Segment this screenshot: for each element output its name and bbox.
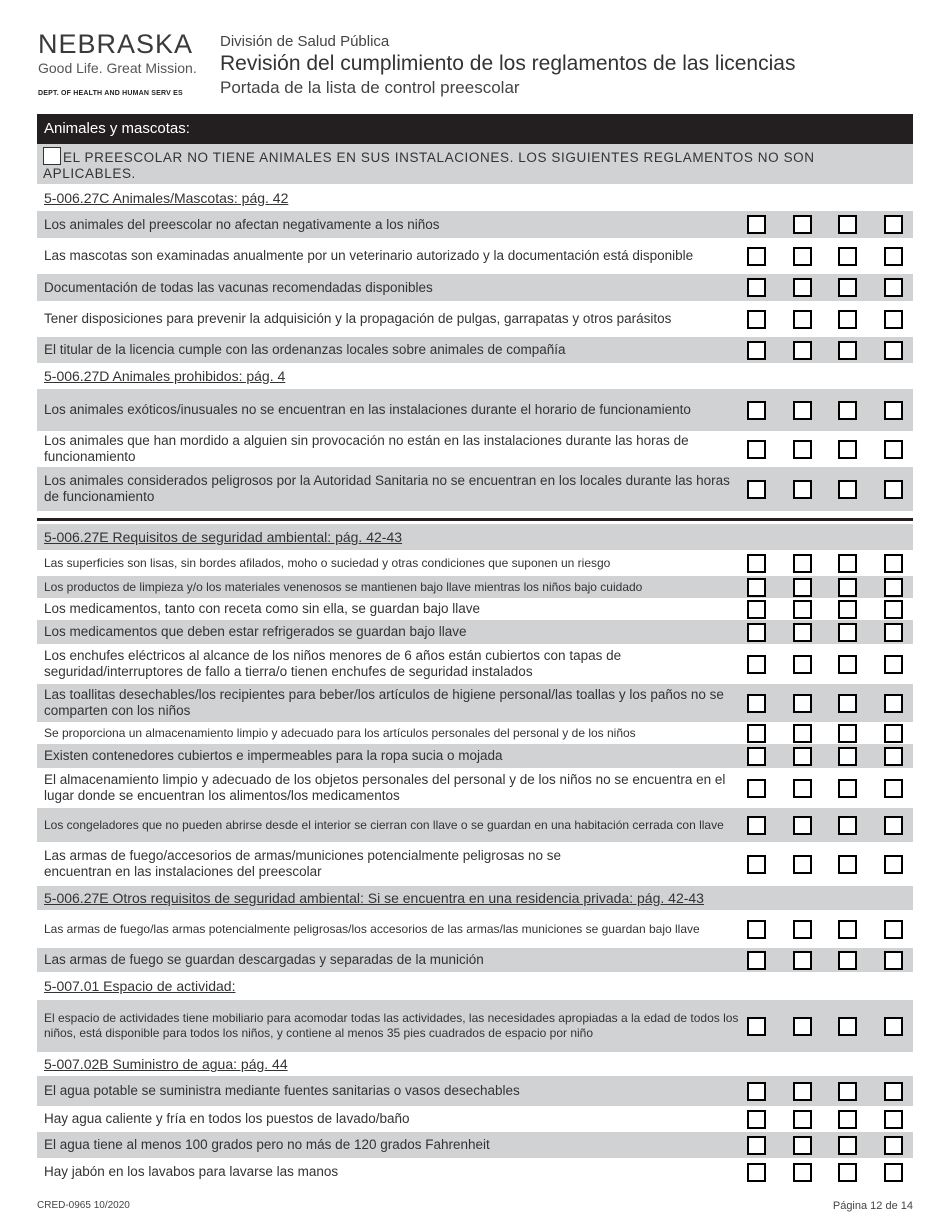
checklist-row — [37, 1000, 913, 1052]
checkbox[interactable] — [884, 779, 903, 798]
checkbox[interactable] — [793, 623, 812, 642]
checkbox[interactable] — [838, 747, 857, 766]
requirement-text: Hay agua caliente y fría en todos los puestos de lavado/baño — [37, 1106, 741, 1132]
section-title-row — [37, 363, 913, 389]
checkbox[interactable] — [884, 623, 903, 642]
checklist-row — [37, 948, 913, 972]
logo-department: DEPT. OF HEALTH AND HUMAN SERV ES — [38, 90, 183, 97]
safety-checklist-table — [37, 524, 913, 1186]
checkbox[interactable] — [747, 1136, 766, 1155]
checklist-row — [37, 389, 913, 431]
section-title-row — [37, 1052, 913, 1076]
checklist-row — [37, 644, 913, 684]
checkbox[interactable] — [747, 724, 766, 743]
checkbox[interactable] — [747, 951, 766, 970]
checkbox[interactable] — [838, 779, 857, 798]
checkbox[interactable] — [793, 480, 812, 499]
checkbox[interactable] — [838, 1163, 857, 1182]
checklist-row — [37, 1106, 913, 1132]
checkbox[interactable] — [747, 623, 766, 642]
checkbox[interactable] — [838, 578, 857, 597]
checkbox[interactable] — [747, 694, 766, 713]
checkbox[interactable] — [793, 554, 812, 573]
checkbox[interactable] — [747, 554, 766, 573]
checkbox[interactable] — [884, 401, 903, 420]
checkbox[interactable] — [884, 247, 903, 266]
requirement-text: Las superficies son lisas, sin bordes afilados, moho o suciedad y otras condiciones que suponen un riesgo — [37, 550, 741, 576]
animals-checklist-table — [37, 114, 913, 511]
checklist-row — [37, 744, 913, 768]
checkbox[interactable] — [793, 247, 812, 266]
checkbox[interactable] — [793, 578, 812, 597]
checklist-row — [37, 337, 913, 363]
checkbox[interactable] — [747, 578, 766, 597]
checkbox[interactable] — [747, 247, 766, 266]
checkbox[interactable] — [747, 401, 766, 420]
requirement-text: El titular de la licencia cumple con las ordenanzas locales sobre animales de compañía — [37, 337, 741, 363]
checkbox[interactable] — [838, 341, 857, 360]
checkbox[interactable] — [793, 655, 812, 674]
checkbox[interactable] — [884, 747, 903, 766]
checkbox[interactable] — [747, 480, 766, 499]
checkbox[interactable] — [793, 747, 812, 766]
requirement-text: Los medicamentos que deben estar refrigerados se guardan bajo llave — [37, 620, 741, 644]
logo-wordmark: NEBRASKA — [38, 29, 194, 59]
section-title-row — [37, 972, 913, 1000]
form-identifier: CRED-0965 10/2020 — [37, 1200, 130, 1211]
checklist-row — [37, 211, 913, 238]
checkbox[interactable] — [884, 554, 903, 573]
division-name: División de Salud Pública — [220, 33, 390, 50]
checklist-row — [37, 1076, 913, 1106]
checklist-row — [37, 808, 913, 842]
checkbox[interactable] — [838, 310, 857, 329]
checklist-row — [37, 238, 913, 274]
checkbox[interactable] — [884, 951, 903, 970]
checkbox[interactable] — [793, 951, 812, 970]
page-title: Revisión del cumplimiento de los reglamentos de las licencias — [220, 52, 796, 75]
checkbox[interactable] — [747, 855, 766, 874]
checkbox[interactable] — [838, 480, 857, 499]
checkbox[interactable] — [884, 215, 903, 234]
section-private-residence-safety: 5-006.27E Otros requisitos de seguridad ambiental: Si se encuentra en una residencia privada: pág. 42-43 — [37, 886, 913, 910]
checkbox[interactable] — [884, 920, 903, 939]
checkbox[interactable] — [884, 1017, 903, 1036]
checkbox[interactable] — [747, 779, 766, 798]
checkbox[interactable] — [838, 694, 857, 713]
checkbox[interactable] — [793, 278, 812, 297]
checkbox[interactable] — [793, 694, 812, 713]
checkbox[interactable] — [793, 855, 812, 874]
requirement-text: Los enchufes eléctricos al alcance de los niños menores de 6 años están cubiertos con tapas de seguridad/interruptores de fallo a tierra/o tienen enchufes de seguridad instalados — [37, 644, 741, 684]
checkbox[interactable] — [838, 816, 857, 835]
checkbox[interactable] — [838, 440, 857, 459]
checkbox[interactable] — [793, 1110, 812, 1129]
checkbox[interactable] — [747, 215, 766, 234]
checklist-row — [37, 431, 913, 467]
section-environmental-safety: 5-006.27E Requisitos de seguridad ambiental: pág. 42-43 — [37, 524, 913, 550]
checklist-row — [37, 620, 913, 644]
section-heading-row — [37, 114, 913, 144]
checkbox[interactable] — [884, 816, 903, 835]
checkbox[interactable] — [884, 440, 903, 459]
checkbox[interactable] — [793, 310, 812, 329]
checkbox[interactable] — [793, 816, 812, 835]
page-number: Página 12 de 14 — [832, 1200, 913, 1212]
checkbox[interactable] — [793, 440, 812, 459]
checkbox[interactable] — [884, 480, 903, 499]
checklist-row — [37, 467, 913, 511]
checkbox[interactable] — [884, 600, 903, 619]
requirement-text: Tener disposiciones para prevenir la adquisición y la propagación de pulgas, garrapatas y otros parásitos — [37, 301, 741, 337]
requirement-text: Se proporciona un almacenamiento limpio y adecuado para los artículos personales del personal y de los niños — [37, 722, 741, 744]
section-title-row — [37, 524, 913, 550]
requirement-text: Las armas de fuego/accesorios de armas/municiones potencialmente peligrosas no se encuentran en las instalaciones del preescolar — [37, 842, 741, 886]
checkbox[interactable] — [838, 724, 857, 743]
checkbox[interactable] — [884, 655, 903, 674]
animals-heading: Animales y mascotas: — [37, 114, 913, 144]
logo-tagline: Good Life. Great Mission. — [38, 60, 197, 76]
checkbox[interactable] — [793, 341, 812, 360]
requirement-text: Las mascotas son examinadas anualmente por un veterinario autorizado y la documentación está disponible — [37, 238, 741, 274]
checkbox[interactable] — [884, 855, 903, 874]
checkbox[interactable] — [838, 951, 857, 970]
section-title-row — [37, 886, 913, 910]
checkbox[interactable] — [838, 920, 857, 939]
checklist-row — [37, 684, 913, 722]
page-subtitle: Portada de la lista de control preescolar — [220, 78, 520, 97]
checkbox[interactable] — [793, 920, 812, 939]
checkbox[interactable] — [884, 1163, 903, 1182]
checkbox[interactable] — [838, 401, 857, 420]
checkbox[interactable] — [838, 623, 857, 642]
checkbox[interactable] — [747, 816, 766, 835]
checkbox[interactable] — [838, 655, 857, 674]
checklist-row — [37, 910, 913, 948]
nebraska-dhhs-logo — [38, 30, 213, 97]
checkbox[interactable] — [884, 694, 903, 713]
requirement-text: Los animales del preescolar no afectan negativamente a los niños — [37, 211, 741, 238]
checkbox[interactable] — [884, 341, 903, 360]
requirement-text: Documentación de todas las vacunas recomendadas disponibles — [37, 274, 741, 301]
requirement-text: Las armas de fuego se guardan descargadas y separadas de la munición — [37, 948, 741, 972]
checkbox[interactable] — [793, 401, 812, 420]
checkbox[interactable] — [884, 1110, 903, 1129]
section-animals-pets: 5-006.27C Animales/Mascotas: pág. 42 — [37, 184, 913, 211]
not-applicable-label: EL PREESCOLAR NO TIENE ANIMALES EN SUS INSTALACIONES. LOS SIGUIENTES REGLAMENTOS NO SON APLICABLES. — [43, 149, 815, 181]
checkbox[interactable] — [747, 278, 766, 297]
requirement-text: El espacio de actividades tiene mobiliario para acomodar todas las actividades, las necesidades apropiadas a la edad de todos los niños, está disponible para todos los niños, y contiene al menos 35 pies cuadrados de espacio por niño — [37, 1000, 741, 1052]
checklist-row — [37, 576, 913, 598]
checkbox[interactable] — [884, 310, 903, 329]
checkbox[interactable] — [884, 1136, 903, 1155]
checkbox[interactable] — [747, 600, 766, 619]
checkbox[interactable] — [747, 1082, 766, 1101]
checkbox[interactable] — [884, 278, 903, 297]
requirement-text: Las armas de fuego/las armas potencialmente peligrosas/los accesorios de las armas/las municiones se guardan bajo llave — [37, 910, 741, 948]
checkbox[interactable] — [793, 724, 812, 743]
checkbox[interactable] — [838, 1082, 857, 1101]
section-water-supply: 5-007.02B Suministro de agua: pág. 44 — [37, 1052, 913, 1076]
checkbox[interactable] — [793, 600, 812, 619]
section-divider — [37, 518, 913, 521]
checkbox[interactable] — [747, 655, 766, 674]
checkbox[interactable] — [793, 1017, 812, 1036]
checkbox[interactable] — [838, 855, 857, 874]
checklist-row — [37, 598, 913, 620]
checkbox[interactable] — [884, 1082, 903, 1101]
requirement-text: El agua tiene al menos 100 grados pero no más de 120 grados Fahrenheit — [37, 1132, 741, 1158]
section-prohibited-animals: 5-006.27D Animales prohibidos: pág. 4 — [37, 363, 913, 389]
section-title-row — [37, 184, 913, 211]
not-applicable-checkbox[interactable] — [43, 147, 61, 165]
checkbox[interactable] — [793, 1163, 812, 1182]
requirement-text: Hay jabón en los lavabos para lavarse las manos — [37, 1158, 741, 1186]
checkbox[interactable] — [838, 247, 857, 266]
requirement-text: El almacenamiento limpio y adecuado de los objetos personales del personal y de los niños no se encuentra en el lugar donde se encuentran los alimentos/los medicamentos — [37, 768, 741, 808]
not-applicable-row — [37, 144, 913, 184]
checkbox[interactable] — [838, 1017, 857, 1036]
checkbox[interactable] — [747, 341, 766, 360]
checkbox[interactable] — [838, 1136, 857, 1155]
requirement-text: Los animales considerados peligrosos por la Autoridad Sanitaria no se encuentran en los locales durante las horas de funcionamiento — [37, 467, 741, 511]
checklist-row — [37, 722, 913, 744]
checklist-row — [37, 1132, 913, 1158]
checklist-row — [37, 1158, 913, 1186]
checkbox[interactable] — [747, 310, 766, 329]
checkbox[interactable] — [838, 600, 857, 619]
requirement-text: Los animales que han mordido a alguien sin provocación no están en las instalaciones durante las horas de funcionamiento — [37, 431, 741, 467]
checkbox[interactable] — [747, 920, 766, 939]
checkbox[interactable] — [747, 1163, 766, 1182]
checkbox[interactable] — [793, 1082, 812, 1101]
requirement-text: Los congeladores que no pueden abrirse desde el interior se cierran con llave o se guardan en una habitación cerrada con llave — [37, 808, 741, 842]
checkbox[interactable] — [838, 278, 857, 297]
checklist-row — [37, 274, 913, 301]
checkbox[interactable] — [793, 215, 812, 234]
checklist-row — [37, 301, 913, 337]
checkbox[interactable] — [747, 1110, 766, 1129]
checkbox[interactable] — [838, 1110, 857, 1129]
requirement-text: Las toallitas desechables/los recipientes para beber/los artículos de higiene personal/las toallas y los paños no se comparten con los niños — [37, 684, 741, 722]
checkbox[interactable] — [838, 554, 857, 573]
checkbox[interactable] — [747, 1017, 766, 1036]
requirement-text: Los productos de limpieza y/o los materiales venenosos se mantienen bajo llave mientras los niños bajo cuidado — [37, 576, 741, 598]
checkbox[interactable] — [884, 578, 903, 597]
requirement-text: El agua potable se suministra mediante fuentes sanitarias o vasos desechables — [37, 1076, 741, 1106]
checkbox[interactable] — [793, 779, 812, 798]
checkbox[interactable] — [793, 1136, 812, 1155]
checklist-row — [37, 842, 913, 886]
checklist-row — [37, 768, 913, 808]
checkbox[interactable] — [747, 440, 766, 459]
section-activity-space: 5-007.01 Espacio de actividad: — [37, 972, 913, 1000]
checkbox[interactable] — [884, 724, 903, 743]
checkbox[interactable] — [747, 747, 766, 766]
checklist-row — [37, 550, 913, 576]
document-header — [220, 33, 795, 99]
requirement-text: Los animales exóticos/inusuales no se encuentran en las instalaciones durante el horario de funcionamiento — [37, 389, 741, 431]
requirement-text: Existen contenedores cubiertos e impermeables para la ropa sucia o mojada — [37, 744, 741, 768]
requirement-text: Los medicamentos, tanto con receta como sin ella, se guardan bajo llave — [37, 598, 741, 620]
checkbox[interactable] — [838, 215, 857, 234]
